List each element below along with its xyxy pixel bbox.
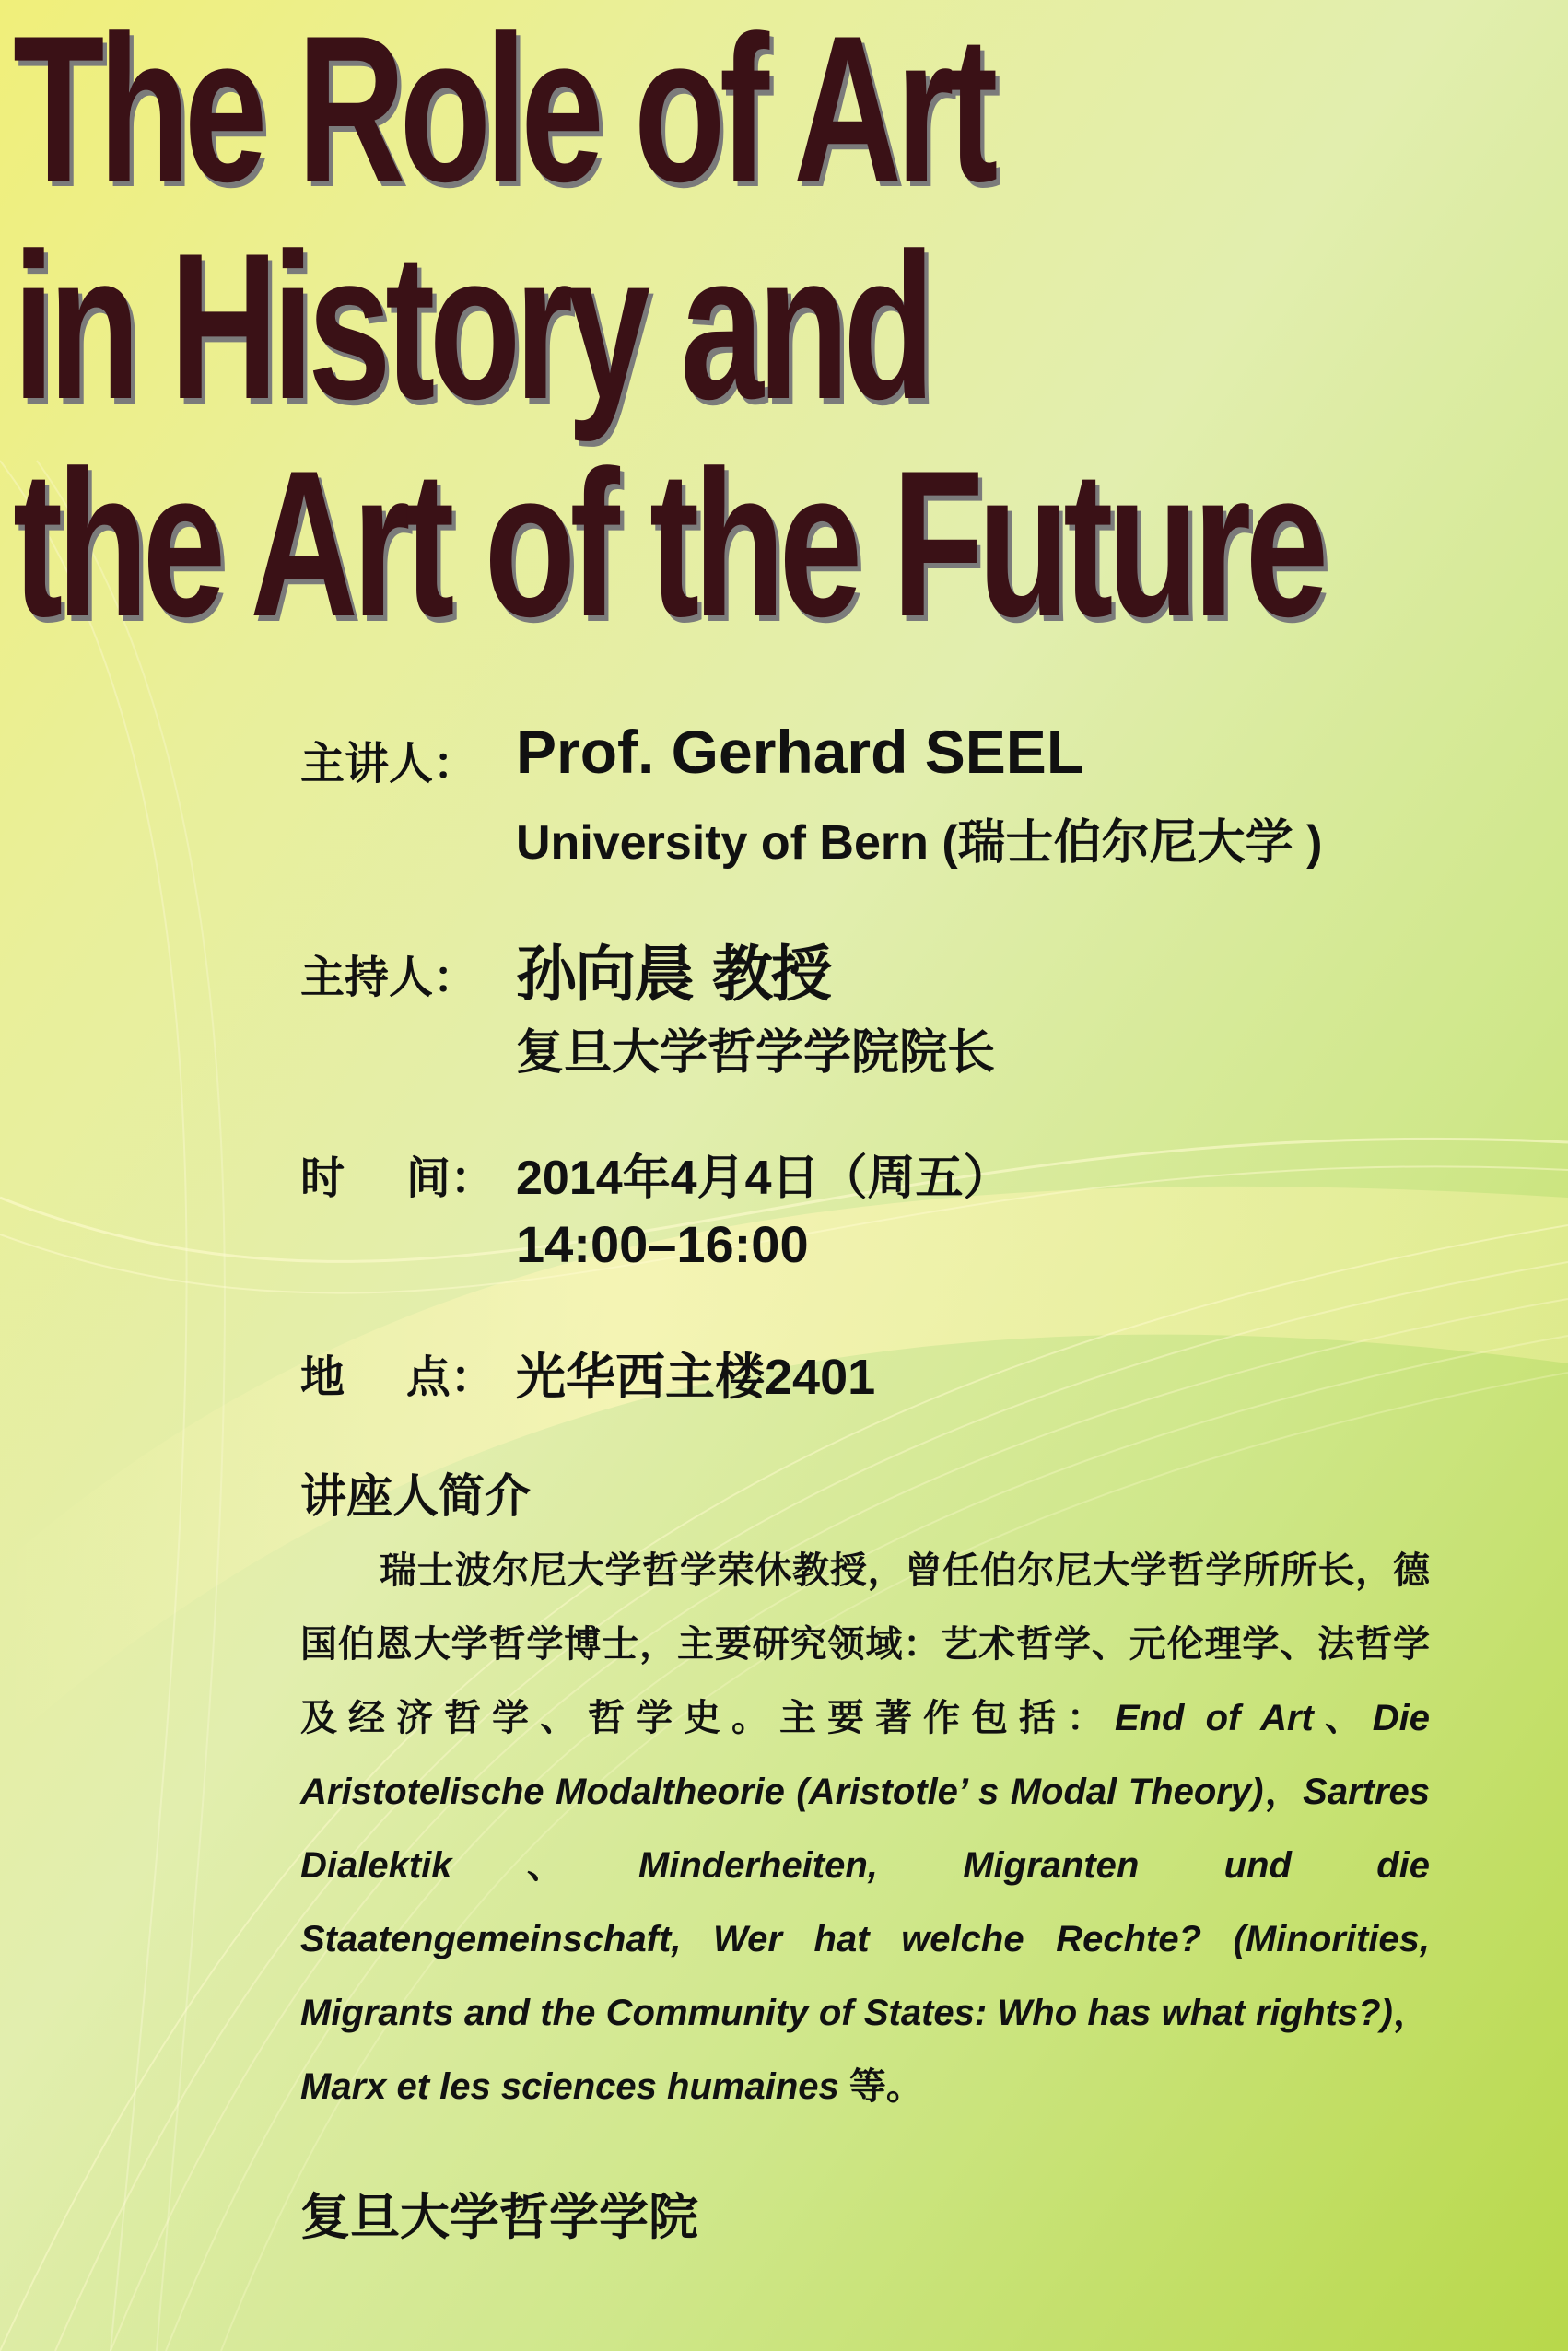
bio-separator: ， bbox=[1392, 1993, 1430, 2033]
organizer: 复旦大学哲学学院 bbox=[300, 2188, 698, 2246]
bio-separator: 、 bbox=[451, 1845, 638, 1886]
speaker-name: Prof. Gerhard SEEL bbox=[516, 718, 1084, 786]
work-title: Sartres Dialektik bbox=[300, 1772, 1431, 1886]
title-line-1: The Role of Art bbox=[13, 0, 992, 225]
time-label: 时 间： bbox=[300, 1152, 495, 1204]
bio-text: 瑞士波尔尼大学哲学荣休教授，曾任伯尔尼大学哲学所所长，德国伯恩大学哲学博士，主要研究领域：艺术哲学、元伦理学、法哲学及经济哲学、哲学史。主要著作包括： bbox=[300, 1550, 1430, 1738]
bio-separator: ， bbox=[1263, 1772, 1304, 1812]
host-label: 主持人： bbox=[300, 952, 478, 1003]
event-hours: 14:00–16:00 bbox=[516, 1215, 809, 1273]
work-title: End of Art bbox=[1114, 1698, 1314, 1738]
event-location: 光华西主楼2401 bbox=[516, 1350, 876, 1405]
bio-separator: 、 bbox=[1313, 1698, 1373, 1738]
work-title: Marx et les sciences humaines bbox=[300, 2066, 839, 2107]
work-title: Minderheiten, Migranten und die Staatengemeinschaft, Wer hat welche Rechte? (Minorities, Migrants and the Community of States: Who has what rights?) bbox=[300, 1845, 1430, 2033]
title-line-3: the Art of the Future bbox=[13, 427, 1323, 660]
event-date: 2014年4月4日（周五） bbox=[516, 1152, 1012, 1205]
host-name: 孙向晨 教授 bbox=[516, 939, 830, 1010]
title-line-2: in History and bbox=[13, 209, 930, 442]
speaker-label: 主讲人： bbox=[300, 738, 478, 790]
speaker-bio-heading: 讲座人简介 bbox=[300, 1469, 531, 1523]
speaker-affiliation: University of Bern (瑞士伯尔尼大学 ) bbox=[516, 816, 1323, 870]
host-title: 复旦大学哲学学院院长 bbox=[516, 1025, 996, 1081]
speaker-bio bbox=[300, 1534, 1430, 2123]
bio-text-end: 等。 bbox=[838, 2066, 923, 2107]
poster-title bbox=[13, 0, 1323, 660]
work-title: Die Aristotelische Modaltheorie (Aristotle’ s Modal Theory) bbox=[300, 1698, 1430, 1812]
place-label: 地 点： bbox=[300, 1351, 495, 1403]
